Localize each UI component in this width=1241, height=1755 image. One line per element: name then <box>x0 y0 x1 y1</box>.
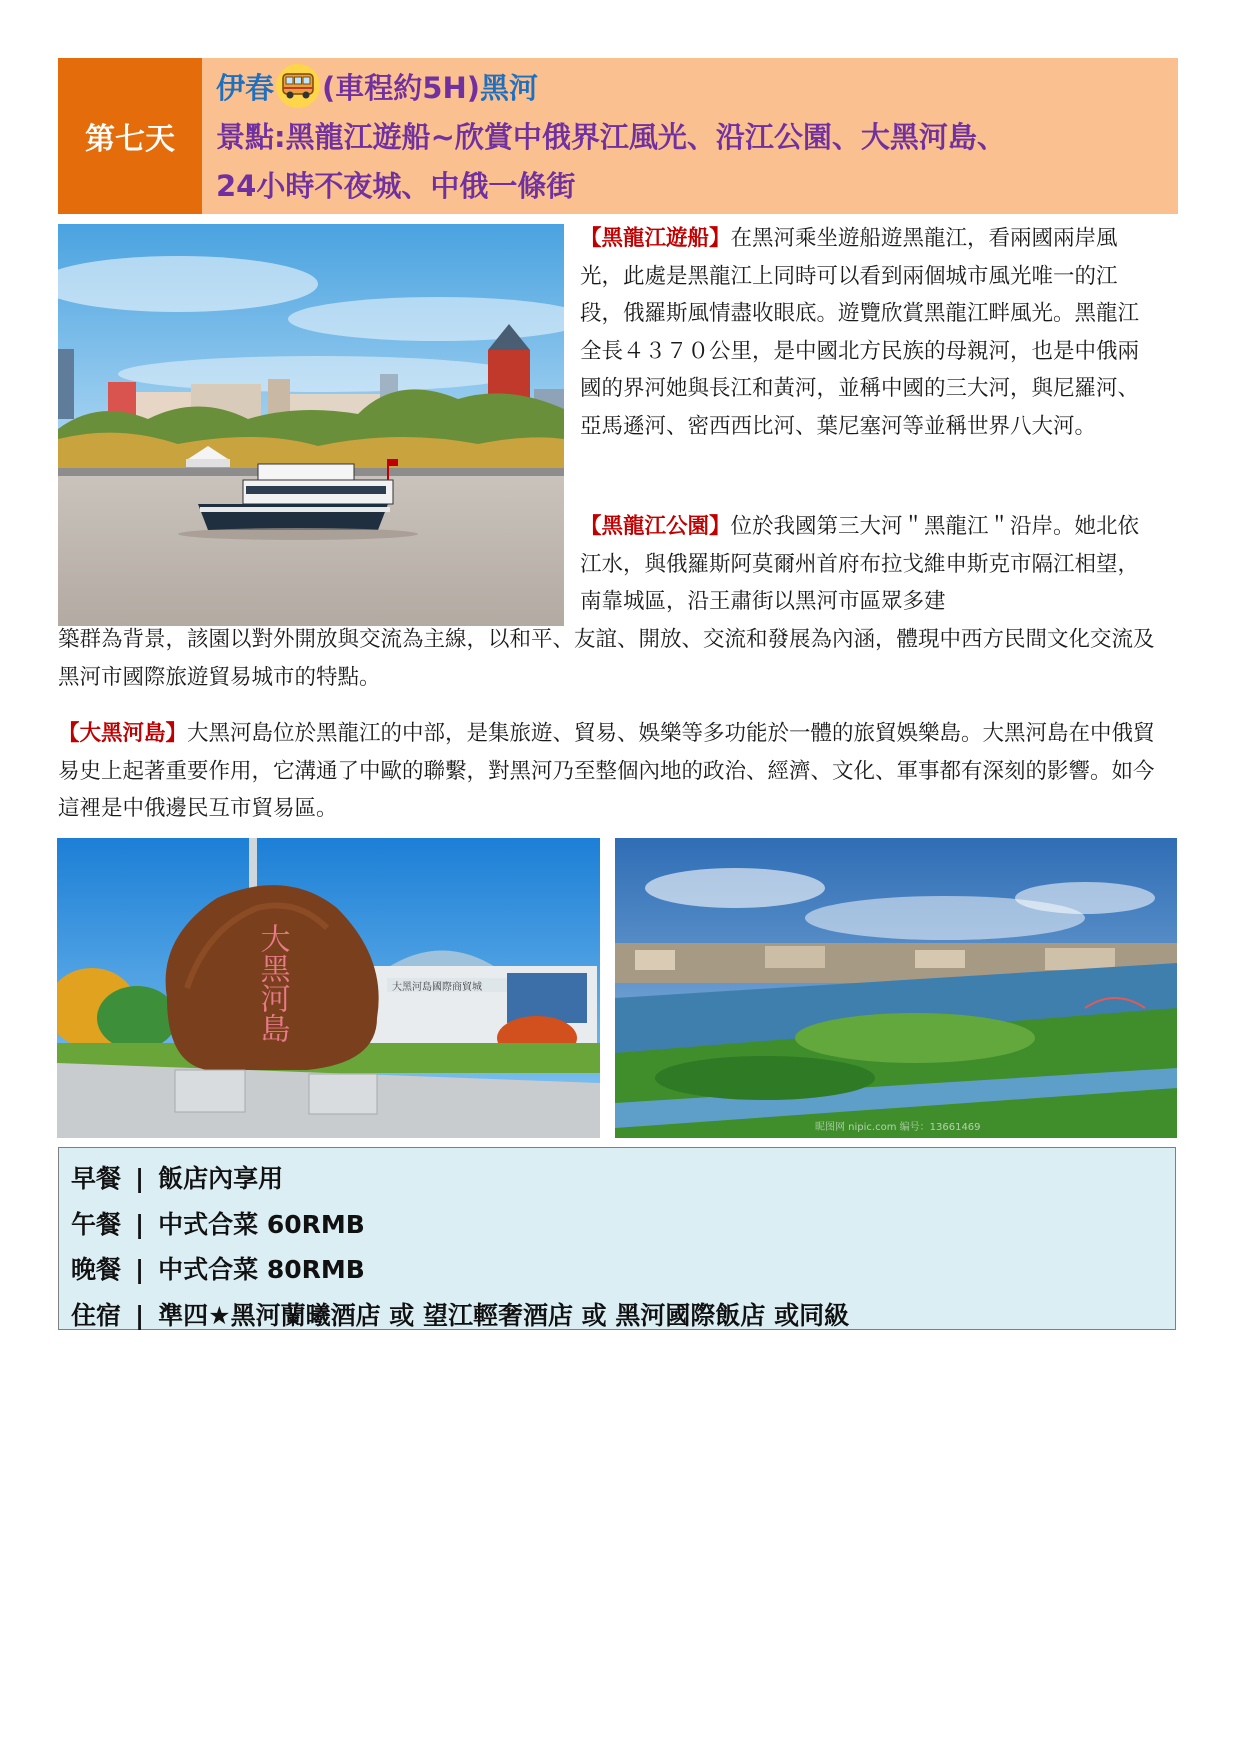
day-header <box>58 58 1178 214</box>
meal-separator: | <box>135 1300 145 1330</box>
photo-island-rock <box>57 838 600 1138</box>
meal-row-accommodation <box>71 1293 1175 1339</box>
meal-separator: | <box>135 1209 145 1239</box>
spots-line-1: 景點:黑龍江遊船~欣賞中俄界江風光、沿江公園、大黑河島、 <box>216 120 1006 154</box>
meal-row-dinner <box>71 1247 1175 1293</box>
day-label: 第七天 <box>58 58 202 214</box>
text-park-a: 位於我國第三大河＂黑龍江＂沿岸。她北依江水，與俄羅斯阿莫爾州首府布拉戈維申斯克市隔江相望，南靠城區，沿王肅街以黑河市區眾多建 <box>580 514 1140 614</box>
route-duration: (車程約5H) <box>322 71 480 105</box>
meal-row-lunch <box>71 1202 1175 1248</box>
photo-river-cruise <box>58 224 564 626</box>
text-park-b: 築群為背景，該園以對外開放與交流為主線，以和平、友誼、開放、交流和發展為內涵，體現中西方民間文化交流及黑河市國際旅遊貿易城市的特點。 <box>58 627 1155 690</box>
photo-aerial-river <box>615 838 1177 1138</box>
meals-box <box>58 1147 1176 1330</box>
meal-value: 準四★黑河蘭曦酒店 或 望江輕奢酒店 或 黑河國際飯店 或同級 <box>158 1300 850 1330</box>
meal-value: 飯店內享用 <box>158 1164 284 1193</box>
route-line <box>216 64 1178 113</box>
route-from: 伊春 <box>216 71 275 105</box>
section-park <box>580 508 1155 621</box>
meal-separator: | <box>135 1255 145 1284</box>
meal-label: 晚餐 <box>71 1255 122 1284</box>
aerial-watermark: 昵图网 nipic.com 编号：13661469 <box>815 1122 981 1133</box>
day-title <box>202 58 1178 214</box>
meal-separator: | <box>135 1164 145 1193</box>
spots-line-2: 24小時不夜城、中俄一條街 <box>216 169 576 203</box>
route-to: 黑河 <box>479 71 538 105</box>
meal-row-breakfast <box>71 1156 1175 1202</box>
rock-inscription: 大黑河島 <box>254 923 290 1043</box>
section-park-continued <box>58 621 1158 696</box>
tag-park: 【黑龍江公園】 <box>580 514 731 539</box>
text-island: 大黑河島位於黑龍江的中部，是集旅遊、貿易、娛樂等多功能於一體的旅貿娛樂島。大黑河島在中俄貿易史上起著重要作用，它溝通了中歐的聯繫，對黑河乃至整個內地的政治、經濟、文化、軍事都有深刻的影響。如今這裡是中俄邊民互市貿易區。 <box>58 721 1155 821</box>
building-sign: 大黑河島國際商貿城 <box>392 982 482 993</box>
section-cruise <box>580 220 1155 445</box>
meal-label: 住宿 <box>71 1300 122 1330</box>
section-island <box>58 715 1158 828</box>
tag-island: 【大黑河島】 <box>58 721 188 746</box>
meal-value: 中式合菜 80RMB <box>158 1255 365 1284</box>
meal-label: 早餐 <box>71 1164 122 1193</box>
meal-label: 午餐 <box>71 1209 122 1239</box>
meal-value: 中式合菜 60RMB <box>158 1209 365 1239</box>
bus-icon <box>276 64 320 108</box>
tag-cruise: 【黑龍江遊船】 <box>580 226 731 251</box>
text-cruise: 在黑河乘坐遊船遊黑龍江，看兩國兩岸風光，此處是黑龍江上同時可以看到兩個城市風光唯一的江段，俄羅斯風情盡收眼底。遊覽欣賞黑龍江畔風光。黑龍江全長４３７０公里，是中國北方民族的母親河，也是中俄兩國的界河她與長江和黃河，並稱中國的三大河，與尼羅河、亞馬遜河、密西西比河、葉尼塞河等並稱世界八大河。 <box>580 226 1140 439</box>
